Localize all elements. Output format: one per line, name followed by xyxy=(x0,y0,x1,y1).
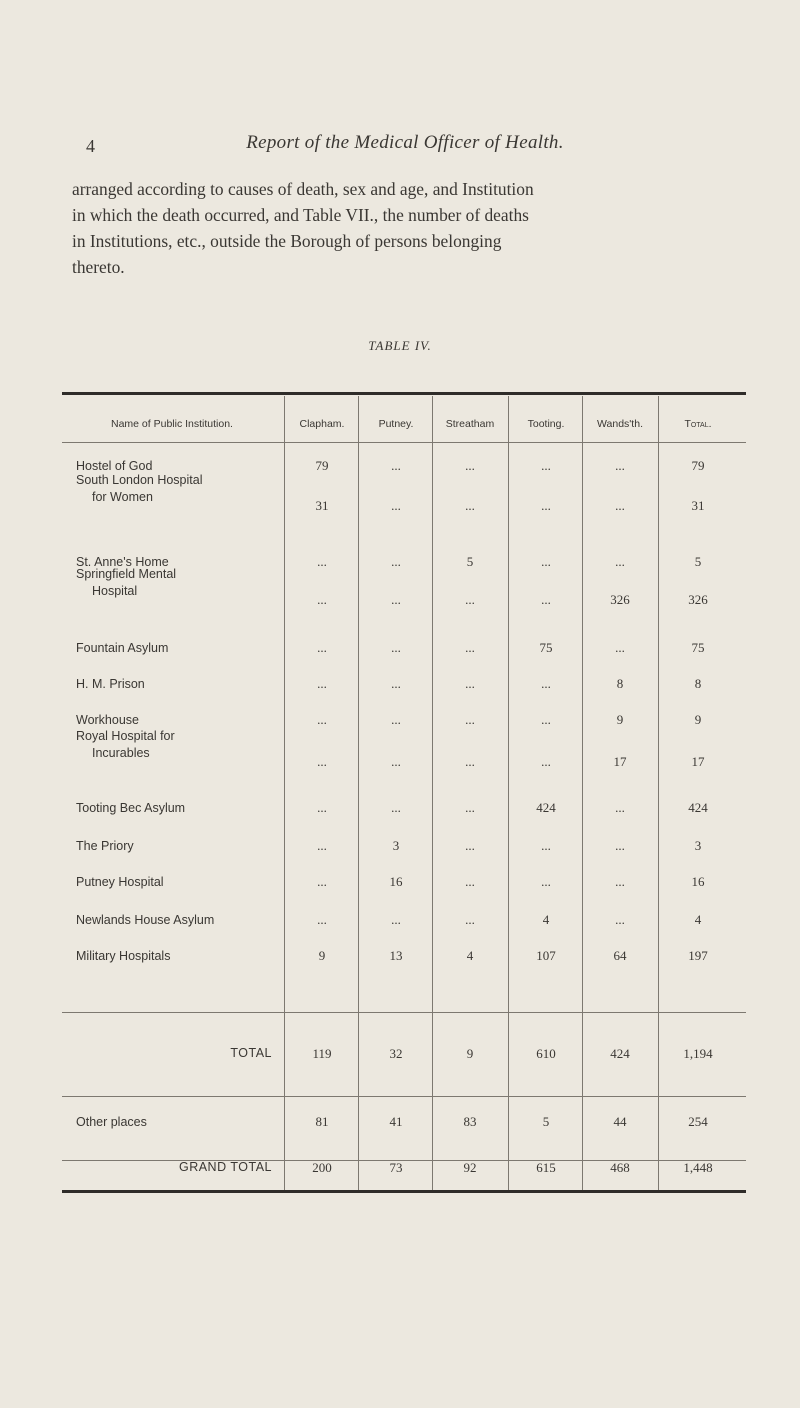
institution-name xyxy=(76,948,170,965)
institution-name xyxy=(76,912,214,929)
intro-line: thereto. xyxy=(72,257,125,277)
institution-name xyxy=(76,838,134,855)
other-label: Other places xyxy=(76,1115,147,1129)
institution-name xyxy=(76,676,145,693)
table-cell: 8 xyxy=(616,676,624,691)
grand_total-cell: 615 xyxy=(536,1160,556,1175)
institution-name-line: Fountain Asylum xyxy=(76,641,169,655)
header-column: Clapham. xyxy=(299,418,345,430)
table-cell: ... xyxy=(391,676,401,691)
total-cell: 610 xyxy=(536,1046,556,1061)
section-rule xyxy=(62,1012,746,1013)
table-cell: ... xyxy=(317,640,327,655)
table-cell: 3 xyxy=(392,838,400,853)
table-cell: ... xyxy=(615,554,625,569)
institution-name-line: Workhouse xyxy=(76,713,139,727)
intro-line: in which the death occurred, and Table VII., the number of deaths xyxy=(72,205,529,225)
table-cell: ... xyxy=(465,498,475,513)
intro-line: in Institutions, etc., outside the Borough of persons belonging xyxy=(72,231,502,251)
table-cell: ... xyxy=(391,640,401,655)
table-cell: 3 xyxy=(694,838,702,853)
table-cell: ... xyxy=(615,874,625,889)
table-top-rule xyxy=(62,392,746,395)
total-cell: 1,194 xyxy=(683,1046,713,1061)
table-cell: ... xyxy=(317,874,327,889)
table-cell: ... xyxy=(391,754,401,769)
total-cell: 9 xyxy=(466,1046,474,1061)
table-cell: ... xyxy=(317,676,327,691)
table-cell: 79 xyxy=(315,458,329,473)
institution-name-line: Military Hospitals xyxy=(76,949,171,963)
header-column: Wands'th. xyxy=(597,418,643,430)
page-number: 4 xyxy=(86,136,95,156)
table-cell: ... xyxy=(391,498,401,513)
grand_total-cell: 92 xyxy=(463,1160,477,1175)
table-cell: 424 xyxy=(688,800,708,815)
other-cell: 254 xyxy=(688,1114,708,1129)
table-cell: ... xyxy=(465,458,475,473)
table-cell: ... xyxy=(465,640,475,655)
table-cell: 16 xyxy=(389,874,403,889)
institution-name-line: for Women xyxy=(92,490,153,504)
table-cell: ... xyxy=(541,554,551,569)
institution-name-line: Newlands House Asylum xyxy=(76,913,215,927)
table-cell: ... xyxy=(391,458,401,473)
column-rule xyxy=(582,396,583,1190)
grand_total-cell: 73 xyxy=(389,1160,403,1175)
institution-name-line: Tooting Bec Asylum xyxy=(76,801,186,815)
table-cell: 75 xyxy=(539,640,553,655)
table-cell: ... xyxy=(465,874,475,889)
table-cell: ... xyxy=(465,592,475,607)
table-cell: 79 xyxy=(691,458,705,473)
table-cell: ... xyxy=(615,458,625,473)
table-cell: 9 xyxy=(616,712,624,727)
table-cell: 326 xyxy=(610,592,630,607)
table-title: TABLE IV. xyxy=(368,338,432,353)
table-cell: 326 xyxy=(688,592,708,607)
other-cell: 83 xyxy=(463,1114,477,1129)
grand_total-label: GRAND TOTAL xyxy=(178,1160,272,1174)
table-cell: ... xyxy=(541,676,551,691)
institution-name-line: Royal Hospital for xyxy=(76,729,175,743)
column-rule xyxy=(658,396,659,1190)
other-cell: 44 xyxy=(613,1114,627,1129)
table-cell: ... xyxy=(391,912,401,927)
grand_total-cell: 200 xyxy=(312,1160,332,1175)
table-cell: ... xyxy=(465,712,475,727)
institution-name-line: South London Hospital xyxy=(76,473,203,487)
table-cell: 4 xyxy=(694,912,702,927)
table-bottom-rule xyxy=(62,1190,746,1193)
institution-name xyxy=(76,712,139,729)
table-cell: 107 xyxy=(536,948,556,963)
table-cell: 16 xyxy=(691,874,705,889)
table-cell: ... xyxy=(317,712,327,727)
running-head: Report of the Medical Officer of Health. xyxy=(246,132,564,153)
header-column: Tooting. xyxy=(527,418,565,430)
table-cell: ... xyxy=(391,592,401,607)
institution-name xyxy=(76,640,168,657)
table-cell: ... xyxy=(541,498,551,513)
other-cell: 81 xyxy=(315,1114,329,1129)
table-cell: ... xyxy=(615,800,625,815)
table-cell: 4 xyxy=(466,948,474,963)
institution-name-line: Hostel of God xyxy=(76,459,153,473)
institution-name xyxy=(76,472,202,506)
institution-name xyxy=(76,566,176,600)
table-cell: ... xyxy=(391,712,401,727)
institution-name-line: H. M. Prison xyxy=(76,677,145,691)
table-cell: ... xyxy=(391,554,401,569)
institution-name-line: St. Anne's Home xyxy=(76,555,169,569)
other-cell: 5 xyxy=(542,1114,550,1129)
table-cell: ... xyxy=(541,712,551,727)
column-rule xyxy=(508,396,509,1190)
table-cell: ... xyxy=(317,912,327,927)
header-rule xyxy=(62,442,746,443)
table-cell: ... xyxy=(317,554,327,569)
total-cell: 32 xyxy=(389,1046,403,1061)
table-cell: ... xyxy=(317,754,327,769)
table-cell: ... xyxy=(317,838,327,853)
table-cell: ... xyxy=(317,800,327,815)
table-cell: ... xyxy=(317,592,327,607)
table-cell: ... xyxy=(541,592,551,607)
table-cell: ... xyxy=(465,754,475,769)
table-cell: ... xyxy=(615,838,625,853)
header-institution: Name of Public Institution. xyxy=(111,418,233,430)
table-cell: 17 xyxy=(613,754,627,769)
table-cell: 17 xyxy=(691,754,705,769)
table-cell: 13 xyxy=(389,948,403,963)
table-cell: ... xyxy=(391,800,401,815)
table-cell: 8 xyxy=(694,676,702,691)
table-cell: 9 xyxy=(318,948,326,963)
table-cell: 75 xyxy=(691,640,705,655)
table-cell: ... xyxy=(465,912,475,927)
grand_total-cell: 468 xyxy=(610,1160,630,1175)
column-rule xyxy=(284,396,285,1190)
table-cell: 5 xyxy=(694,554,702,569)
table-cell: 4 xyxy=(542,912,550,927)
intro-paragraph xyxy=(72,176,744,280)
table-cell: 64 xyxy=(613,948,627,963)
institution-name-line: The Priory xyxy=(76,839,134,853)
table-cell: ... xyxy=(465,676,475,691)
institution-name-line: Incurables xyxy=(92,746,150,760)
institution-name-line: Springfield Mental xyxy=(76,567,177,581)
header-column: Streatham xyxy=(445,418,495,430)
table-cell: ... xyxy=(541,838,551,853)
intro-line: arranged according to causes of death, sex and age, and Institution xyxy=(72,179,534,199)
table-cell: ... xyxy=(541,754,551,769)
grand_total-cell: 1,448 xyxy=(683,1160,713,1175)
institution-name xyxy=(76,874,164,891)
table-cell: ... xyxy=(541,874,551,889)
institution-name-line: Hospital xyxy=(92,584,138,598)
institution-name xyxy=(76,728,175,762)
section-rule xyxy=(62,1096,746,1097)
table-cell: 9 xyxy=(694,712,702,727)
table-cell: ... xyxy=(465,838,475,853)
table-cell: ... xyxy=(615,640,625,655)
other-cell: 41 xyxy=(389,1114,403,1129)
header-column: Putney. xyxy=(378,418,414,430)
table-cell: 197 xyxy=(688,948,708,963)
column-rule xyxy=(432,396,433,1190)
table-cell: ... xyxy=(615,498,625,513)
institution-name-line: Putney Hospital xyxy=(76,875,164,889)
total-cell: 119 xyxy=(312,1046,332,1061)
institution-name xyxy=(76,800,185,817)
table-cell: ... xyxy=(615,912,625,927)
column-rule xyxy=(358,396,359,1190)
table-cell: ... xyxy=(541,458,551,473)
header-column: Total. xyxy=(684,418,712,430)
total-cell: 424 xyxy=(610,1046,630,1061)
table-cell: 5 xyxy=(466,554,474,569)
table-cell: 31 xyxy=(315,498,329,513)
table-cell: ... xyxy=(465,800,475,815)
total-label: TOTAL xyxy=(230,1046,272,1060)
table-cell: 31 xyxy=(691,498,705,513)
table-cell: 424 xyxy=(536,800,556,815)
